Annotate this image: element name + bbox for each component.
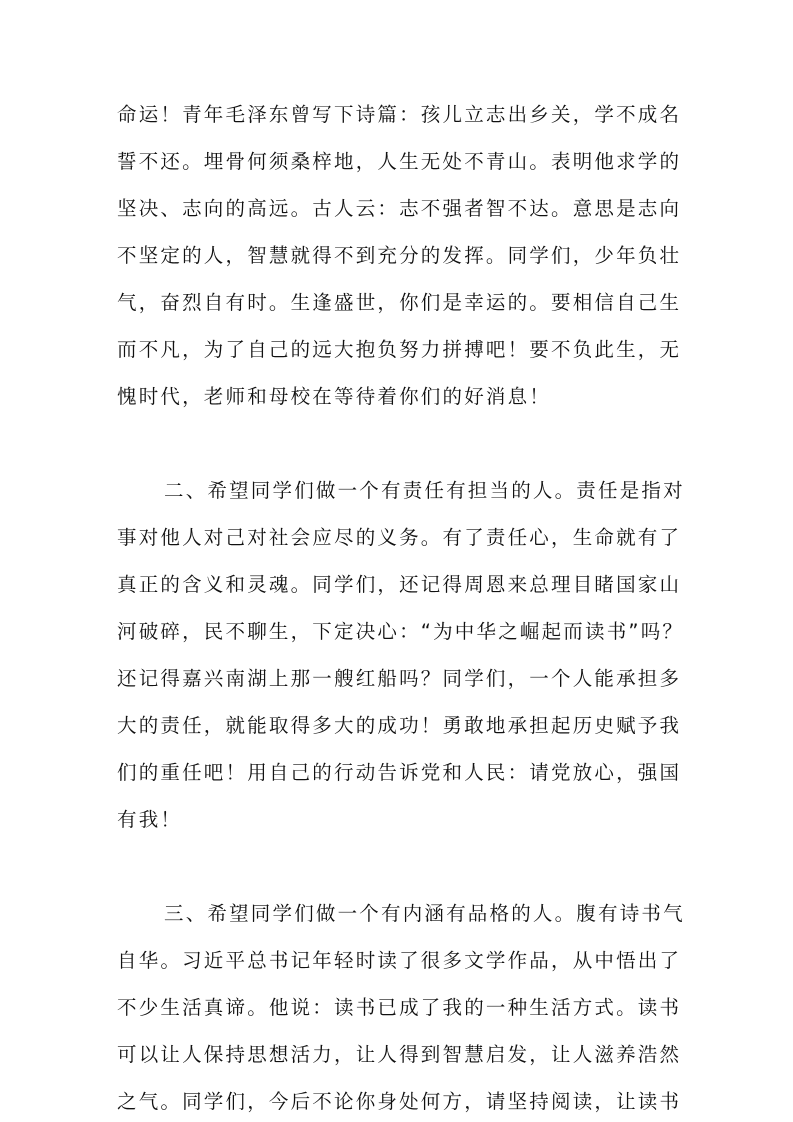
paragraph-2-line-3: 真正的含义和灵魂。同学们，还记得周恩来总理目睹国家山	[117, 573, 682, 596]
paragraph-1-line-6: 而不凡，为了自己的远大抱负努力拼搏吧！要不负此生，无	[117, 338, 682, 361]
paragraph-1-line-3: 坚决、志向的高远。古人云：志不强者智不达。意思是志向	[117, 197, 682, 220]
paragraph-2-line-2: 事对他人对己对社会应尽的义务。有了责任心，生命就有了	[117, 526, 682, 549]
paragraph-3-line-3: 不少生活真谛。他说：读书已成了我的一种生活方式。读书	[117, 996, 682, 1019]
paragraph-2-line-8: 有我！	[117, 808, 183, 831]
paragraph-1-line-4: 不坚定的人，智慧就得不到充分的发挥。同学们，少年负壮	[117, 244, 682, 267]
paragraph-3-line-1: 三、希望同学们做一个有内涵有品格的人。腹有诗书气	[164, 902, 685, 925]
paragraph-2-line-4: 河破碎，民不聊生，下定决心：“为中华之崛起而读书”吗？	[117, 620, 685, 643]
paragraph-1-line-5: 气，奋烈自有时。生逢盛世，你们是幸运的。要相信自己生	[117, 291, 682, 314]
paragraph-3-line-2: 自华。习近平总书记年轻时读了很多文学作品，从中悟出了	[117, 949, 682, 972]
paragraph-1-line-1: 命运！青年毛泽东曾写下诗篇：孩儿立志出乡关，学不成名	[117, 103, 682, 126]
paragraph-1-line-2: 誓不还。埋骨何须桑梓地，人生无处不青山。表明他求学的	[117, 150, 682, 173]
paragraph-3-line-4: 可以让人保持思想活力，让人得到智慧启发，让人滋养浩然	[117, 1043, 682, 1066]
paragraph-2-line-5: 还记得嘉兴南湖上那一艘红船吗？同学们，一个人能承担多	[117, 667, 682, 690]
paragraph-2-line-1: 二、希望同学们做一个有责任有担当的人。责任是指对	[164, 479, 685, 502]
paragraph-2-line-7: 们的重任吧！用自己的行动告诉党和人民：请党放心，强国	[117, 761, 682, 784]
paragraph-1-line-7: 愧时代，老师和母校在等待着你们的好消息！	[117, 385, 552, 408]
paragraph-3-line-5: 之气。同学们，今后不论你身处何方，请坚持阅读，让读书	[117, 1090, 682, 1113]
paragraph-2-line-6: 大的责任，就能取得多大的成功！勇敢地承担起历史赋予我	[117, 714, 682, 737]
